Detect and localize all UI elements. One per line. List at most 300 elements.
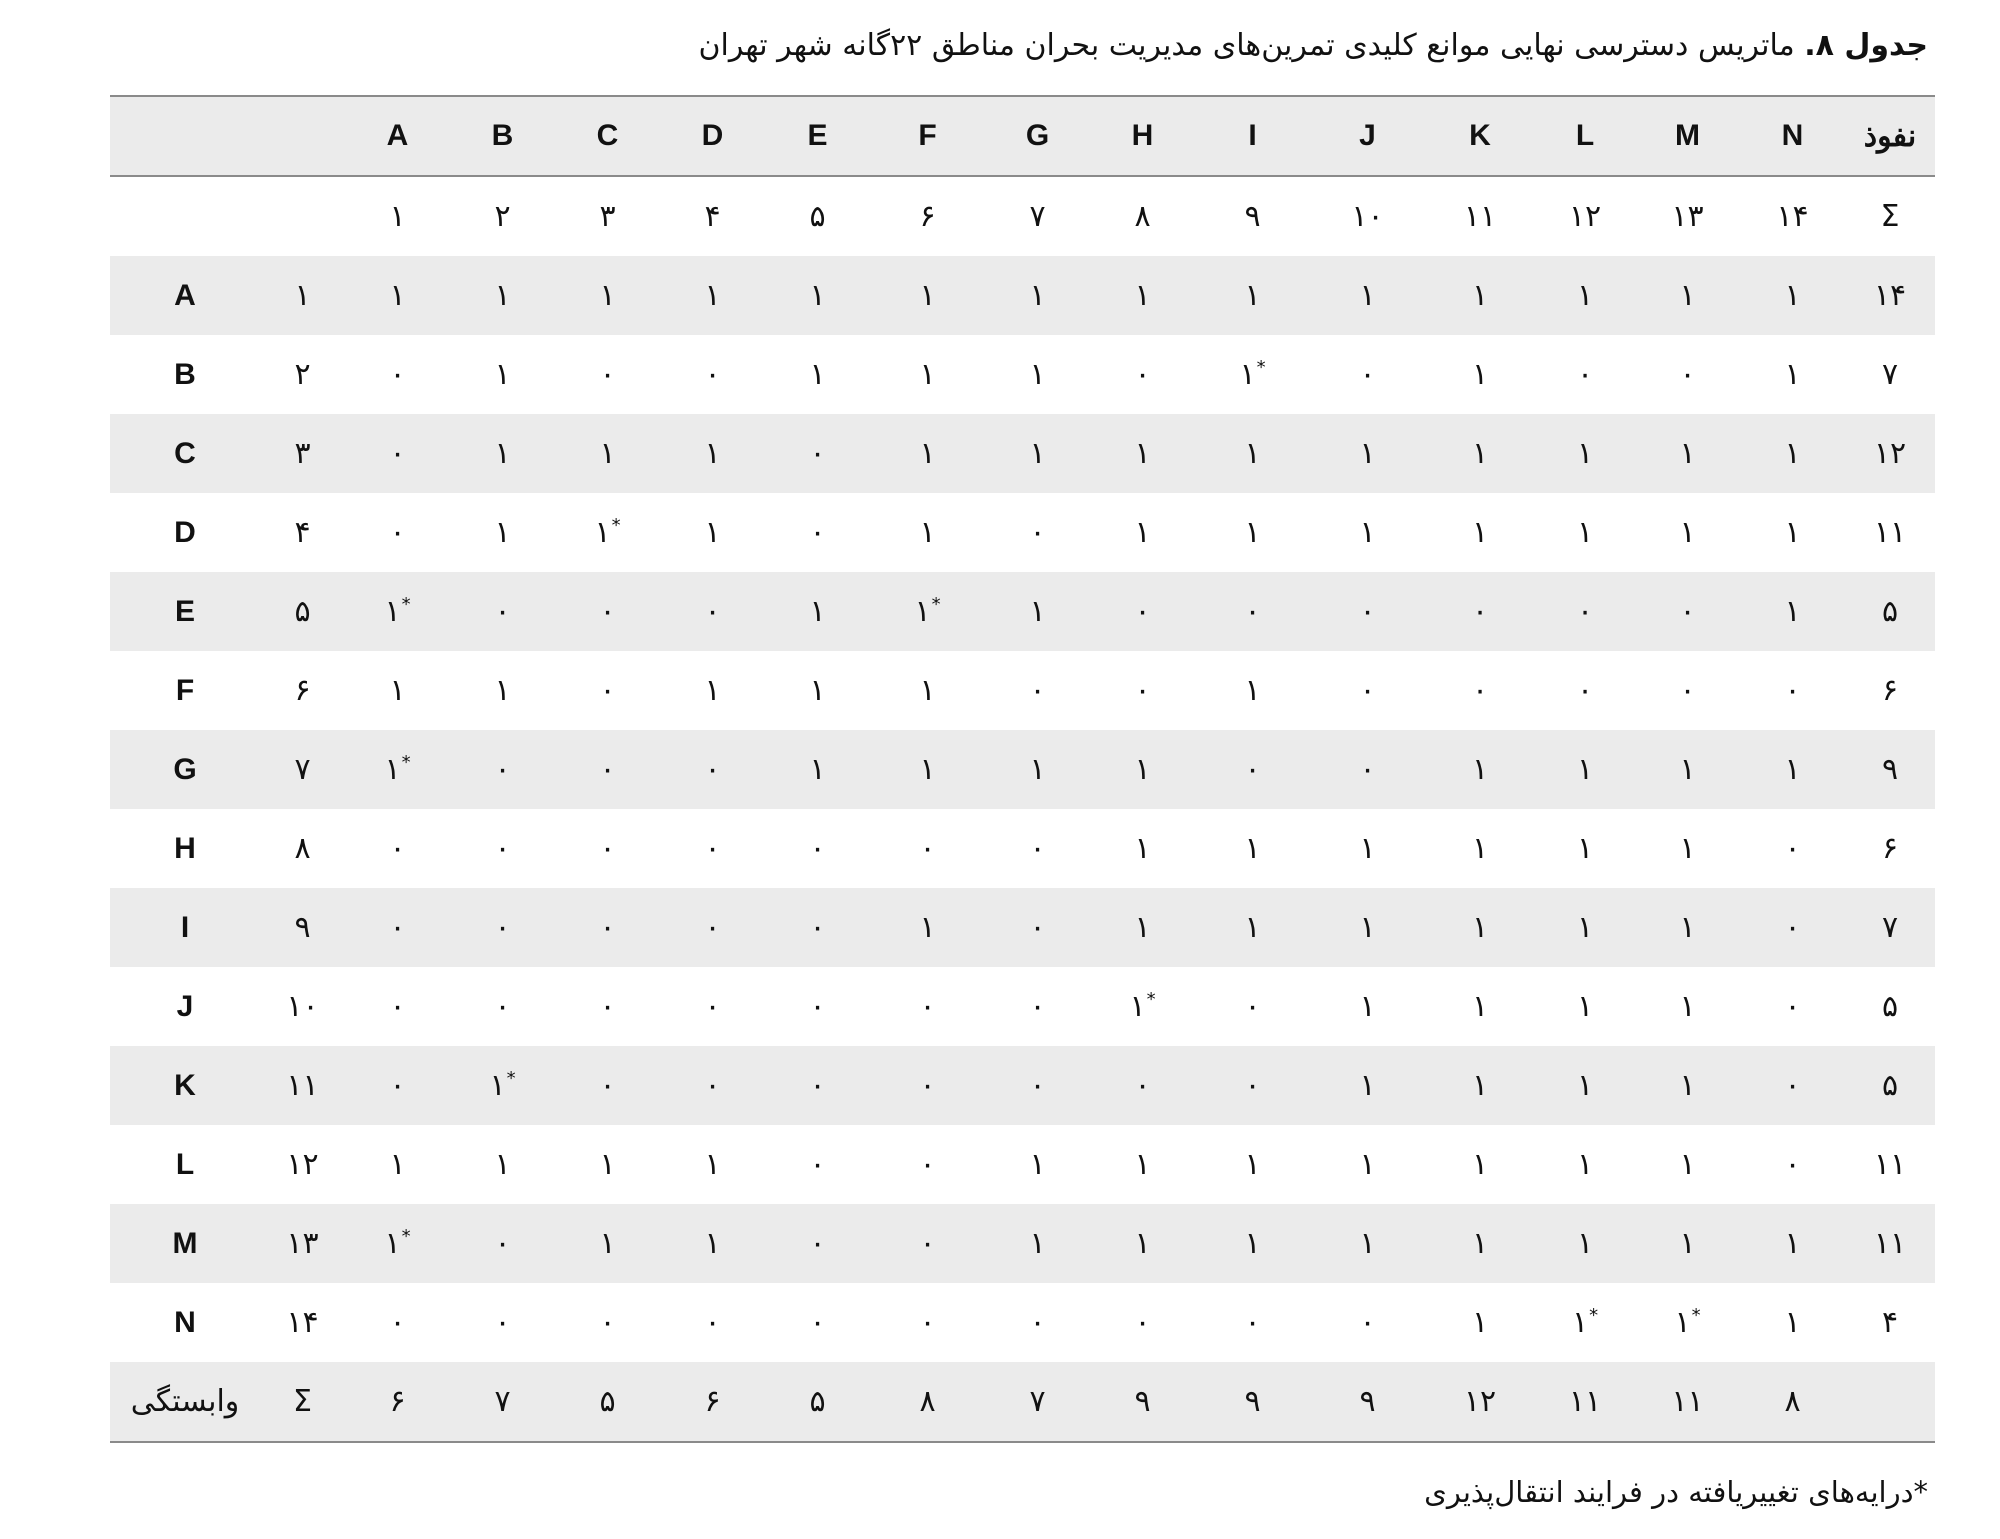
matrix-cell: ۰ [345, 1046, 450, 1125]
matrix-cell: ۰ [599, 1305, 616, 1340]
matrix-cell: ۰ [765, 1046, 870, 1125]
changed-entry-marker: * [506, 1068, 516, 1089]
row-number-label: ۴ [294, 515, 311, 550]
matrix-cell: ۱ [555, 1204, 660, 1283]
matrix-cell: ۰ [450, 572, 555, 651]
matrix-cell: ۱ [389, 673, 406, 708]
matrix-cell: ۰ [1029, 831, 1046, 866]
matrix-cell: ۰ [919, 1147, 936, 1182]
matrix-cell: ۱ [1740, 256, 1845, 335]
matrix-cell: ۰ [389, 357, 406, 392]
matrix-cell: ۱ [345, 256, 450, 335]
matrix-cell: ۰ [809, 831, 826, 866]
row-letter-label: K [110, 1046, 260, 1125]
table-footnote: *درایه‌های تغییریافته در فرایند انتقال‌پذیری [1424, 1475, 1928, 1509]
col-letter-header: G [985, 96, 1090, 176]
matrix-cell: ۱ [1740, 572, 1845, 651]
matrix-cell: ۰ [1784, 1147, 1801, 1182]
matrix-cell: ۱ [1679, 1147, 1696, 1182]
matrix-cell: ۰ [1029, 989, 1046, 1024]
matrix-cell: ۰ [985, 888, 1090, 967]
col-number-header: ۴ [704, 199, 721, 234]
matrix-cell: ۱ [1471, 831, 1489, 866]
col-number-header: ۱۳ [1671, 199, 1704, 234]
col-number-header: ۵ [809, 199, 826, 234]
matrix-cell: ۱ [1244, 1147, 1261, 1182]
matrix-cell: ۱ [1576, 989, 1594, 1024]
matrix-cell: ۱ [809, 357, 826, 392]
matrix-cell: ۱ [1635, 414, 1740, 493]
matrix-cell: ۰ [870, 1046, 985, 1125]
matrix-cell: ۰ [1029, 515, 1046, 550]
row-number-label: ۱ [260, 256, 345, 335]
matrix-cell: ۰ [494, 989, 511, 1024]
row-letter-label: D [174, 515, 196, 549]
matrix-cell: ۱ [1535, 414, 1635, 493]
matrix-cell: ۰ [1784, 989, 1801, 1024]
col-letter-header: L [1535, 96, 1635, 176]
matrix-cell: ۰ [450, 888, 555, 967]
row-number-label: ۱۳ [260, 1204, 345, 1283]
matrix-cell: ۰ [1195, 730, 1310, 809]
matrix-cell: ۰ [870, 1204, 985, 1283]
matrix-cell: ۱* [450, 1046, 555, 1125]
changed-entry-marker: * [401, 594, 411, 615]
matrix-cell: ۰ [765, 1204, 870, 1283]
matrix-cell: ۰ [599, 357, 616, 392]
matrix-cell: ۰ [765, 888, 870, 967]
matrix-cell: ۱ [1195, 1204, 1310, 1283]
matrix-cell: ۱ [1310, 888, 1425, 967]
matrix-cell: ۱ [1740, 414, 1845, 493]
matrix-cell: ۱* [345, 572, 450, 651]
col-number-header: ۱۲ [1568, 199, 1602, 234]
influence-sum-cell: ۵ [1845, 572, 1935, 651]
matrix-cell: ۱ [1425, 1046, 1535, 1125]
matrix-cell: ۱ [494, 515, 511, 550]
matrix-cell: ۱ [985, 1204, 1090, 1283]
empty-cell [1845, 1362, 1935, 1442]
matrix-cell: ۱ [494, 357, 511, 392]
matrix-cell: ۰ [660, 1046, 765, 1125]
matrix-cell: ۰ [1310, 572, 1425, 651]
matrix-cell: ۱ [1784, 357, 1801, 392]
matrix-cell: ۰ [1134, 357, 1151, 392]
changed-entry-marker: * [611, 515, 621, 536]
matrix-cell: ۰ [555, 888, 660, 967]
matrix-cell: ۱* [1129, 989, 1156, 1024]
matrix-cell: ۰ [1576, 673, 1594, 708]
matrix-cell: ۱ [1784, 1305, 1801, 1340]
matrix-cell: ۰ [1029, 673, 1046, 708]
matrix-cell: ۰ [599, 989, 616, 1024]
matrix-cell: ۱ [1425, 1204, 1535, 1283]
matrix-cell: ۱ [765, 730, 870, 809]
matrix-cell: ۱ [765, 256, 870, 335]
matrix-cell: ۰ [1310, 730, 1425, 809]
matrix-cell: ۰ [1535, 572, 1635, 651]
matrix-cell: ۱ [1740, 730, 1845, 809]
matrix-cell: ۱ [1359, 1147, 1376, 1182]
matrix-cell: ۰ [704, 357, 721, 392]
col-letter-header: M [1635, 96, 1740, 176]
table-row [110, 256, 1935, 335]
matrix-cell: ۰ [599, 831, 616, 866]
row-number-label: ۱۰ [286, 989, 319, 1024]
col-letter-header: H [1090, 96, 1195, 176]
matrix-cell: ۰ [704, 1305, 721, 1340]
table-row [110, 730, 1935, 809]
table-row [110, 967, 1935, 1046]
matrix-cell: ۱ [870, 730, 985, 809]
matrix-cell: ۰ [1359, 1305, 1376, 1340]
matrix-cell: ۱ [1310, 256, 1425, 335]
matrix-cell: ۰ [494, 1305, 511, 1340]
matrix-cell: ۱ [1359, 989, 1376, 1024]
sigma-symbol: Σ [260, 1362, 345, 1442]
matrix-cell: ۱ [870, 256, 985, 335]
matrix-cell: ۱ [1134, 1147, 1151, 1182]
changed-entry-marker: * [1146, 989, 1156, 1010]
matrix-cell: ۱ [985, 572, 1090, 651]
influence-sum-cell: ۶ [1881, 831, 1899, 866]
influence-sum-cell: ۴ [1881, 1305, 1899, 1340]
table-row [110, 1204, 1935, 1283]
matrix-cell: ۰ [704, 989, 721, 1024]
matrix-cell: ۱ [704, 1147, 721, 1182]
col-number-header: ۹ [1244, 199, 1261, 234]
matrix-cell: ۱* [1674, 1305, 1701, 1340]
matrix-cell: ۱ [1090, 730, 1195, 809]
col-number-header: ۱۴ [1776, 199, 1809, 234]
dependence-sum-cell: ۷ [985, 1362, 1090, 1442]
influence-sum-cell: ۱۴ [1845, 256, 1935, 335]
matrix-cell: ۰ [704, 831, 721, 866]
table-row [110, 651, 1935, 730]
table-row [110, 1283, 1935, 1362]
matrix-cell: ۰ [1784, 673, 1801, 708]
matrix-cell: ۱ [599, 1147, 616, 1182]
sigma-symbol: Σ [1880, 199, 1900, 234]
matrix-cell: ۱ [1359, 831, 1376, 866]
row-letter-label: I [110, 888, 260, 967]
matrix-cell: ۰ [389, 989, 406, 1024]
row-number-label: ۲ [294, 357, 311, 392]
matrix-cell: ۰ [1090, 572, 1195, 651]
matrix-cell: ۱* [345, 730, 450, 809]
col-number-header: ۸ [1134, 199, 1151, 234]
matrix-cell: ۱ [1195, 256, 1310, 335]
matrix-cell: ۱ [809, 673, 826, 708]
col-number-header: ۱۱ [1463, 199, 1497, 234]
matrix-cell: ۰ [919, 989, 936, 1024]
changed-entry-marker: * [401, 1226, 411, 1247]
matrix-cell: ۱ [919, 673, 936, 708]
influence-sum-cell: ۶ [1881, 673, 1899, 708]
matrix-cell: ۱ [1425, 888, 1535, 967]
col-letter-header: F [870, 96, 985, 176]
matrix-cell: ۱ [1134, 831, 1151, 866]
matrix-cell: ۰ [1784, 831, 1801, 866]
column-number-header-row [110, 176, 1935, 256]
matrix-cell: ۱ [660, 256, 765, 335]
influence-sum-cell: ۵ [1881, 989, 1899, 1024]
matrix-body [110, 96, 1935, 1442]
row-letter-label: F [175, 673, 195, 707]
matrix-cell: ۰ [1740, 888, 1845, 967]
matrix-cell: ۰ [450, 730, 555, 809]
col-letter-header: D [660, 96, 765, 176]
dependence-label: وابستگی [110, 1362, 260, 1442]
matrix-cell: ۱ [765, 572, 870, 651]
matrix-cell: ۱ [1029, 1147, 1046, 1182]
matrix-cell: ۰ [1134, 673, 1151, 708]
matrix-cell: ۱ [1425, 414, 1535, 493]
matrix-cell: ۱ [1576, 515, 1594, 550]
matrix-cell: ۰ [1134, 1305, 1151, 1340]
changed-entry-marker: * [1691, 1305, 1701, 1326]
matrix-cell: ۱ [555, 256, 660, 335]
matrix-cell: ۰ [1195, 572, 1310, 651]
matrix-cell: ۰ [1679, 673, 1696, 708]
matrix-cell: ۰ [389, 515, 406, 550]
matrix-cell: ۱ [1535, 730, 1635, 809]
matrix-cell: ۱* [1239, 357, 1266, 392]
matrix-cell: ۱ [1134, 515, 1151, 550]
row-letter-label: N [174, 1305, 196, 1339]
row-number-label: ۵ [260, 572, 345, 651]
changed-entry-marker: * [401, 752, 411, 773]
matrix-cell: ۰ [1244, 989, 1261, 1024]
dependence-sum-cell: ۹ [1090, 1362, 1195, 1442]
row-number-label: ۱۱ [260, 1046, 345, 1125]
header-empty-cell [260, 96, 345, 176]
matrix-cell: ۰ [1425, 572, 1535, 651]
column-letter-header-row [110, 96, 1935, 176]
row-number-label: ۸ [294, 831, 311, 866]
matrix-cell: ۱ [1244, 515, 1261, 550]
matrix-cell: ۱ [985, 730, 1090, 809]
matrix-cell: ۱ [450, 256, 555, 335]
dependence-sum-cell: ۶ [345, 1362, 450, 1442]
matrix-cell: ۱ [1535, 1046, 1635, 1125]
matrix-cell: ۰ [1029, 1305, 1046, 1340]
matrix-cell: ۰ [1359, 673, 1376, 708]
matrix-cell: ۱ [1195, 414, 1310, 493]
row-number-label: ۷ [260, 730, 345, 809]
matrix-cell: ۱ [1029, 357, 1046, 392]
row-letter-label: E [110, 572, 260, 651]
matrix-cell: ۰ [765, 414, 870, 493]
matrix-cell: ۱ [1310, 1046, 1425, 1125]
table-row [110, 809, 1935, 888]
matrix-cell: ۱ [704, 515, 721, 550]
matrix-cell: ۰ [555, 1046, 660, 1125]
matrix-cell: ۰ [345, 414, 450, 493]
matrix-cell: ۱ [1471, 989, 1489, 1024]
table-caption [699, 28, 1928, 63]
matrix-cell: ۰ [809, 1305, 826, 1340]
matrix-cell: ۱ [1195, 888, 1310, 967]
matrix-cell: ۱ [985, 414, 1090, 493]
influence-sum-cell: ۱۱ [1873, 515, 1907, 550]
col-letter-header: J [1310, 96, 1425, 176]
dependence-sum-cell: ۱۲ [1425, 1362, 1535, 1442]
matrix-cell: ۰ [450, 1204, 555, 1283]
matrix-cell: ۱ [1090, 414, 1195, 493]
matrix-cell: ۱* [1571, 1305, 1599, 1340]
matrix-cell: ۱ [1471, 1305, 1489, 1340]
col-number-header: ۲ [494, 199, 511, 234]
matrix-cell: ۱ [1784, 515, 1801, 550]
matrix-cell: ۱ [1425, 256, 1535, 335]
matrix-cell: ۱ [1679, 989, 1696, 1024]
dependence-sum-cell: ۵ [765, 1362, 870, 1442]
dependence-sum-cell: ۷ [450, 1362, 555, 1442]
matrix-cell: ۰ [555, 730, 660, 809]
matrix-cell: ۰ [1195, 1046, 1310, 1125]
dependence-sum-cell: ۶ [660, 1362, 765, 1442]
matrix-cell: ۰ [389, 1305, 406, 1340]
matrix-cell: ۱ [1425, 730, 1535, 809]
matrix-cell: ۰ [555, 572, 660, 651]
row-number-label: ۱۲ [286, 1147, 319, 1182]
influence-header: نفوذ [1845, 96, 1935, 176]
matrix-cell: ۱ [1635, 256, 1740, 335]
matrix-cell: ۰ [1471, 673, 1489, 708]
matrix-cell: ۱ [919, 515, 936, 550]
matrix-cell: ۰ [1635, 572, 1740, 651]
dependence-sum-cell: ۹ [1310, 1362, 1425, 1442]
col-letter-header: A [345, 96, 450, 176]
matrix-cell: ۱ [660, 414, 765, 493]
matrix-cell: ۱* [594, 515, 621, 550]
caption-label: جدول ۸. [1804, 28, 1928, 63]
matrix-cell: ۰ [494, 831, 511, 866]
matrix-cell: ۰ [1090, 1046, 1195, 1125]
dependence-sum-row [110, 1362, 1935, 1442]
col-letter-header: C [555, 96, 660, 176]
matrix-cell: ۱ [1471, 515, 1489, 550]
matrix-cell: ۱ [1310, 1204, 1425, 1283]
matrix-cell: ۱ [1359, 515, 1376, 550]
matrix-cell: ۱ [494, 1147, 511, 1182]
influence-sum-cell: ۹ [1845, 730, 1935, 809]
row-letter-label: H [174, 831, 196, 865]
matrix-cell: ۱ [1635, 888, 1740, 967]
row-letter-label: G [110, 730, 260, 809]
table-row [110, 414, 1935, 493]
matrix-cell: ۱ [1635, 730, 1740, 809]
matrix-cell: ۰ [809, 515, 826, 550]
matrix-cell: ۱ [1679, 831, 1696, 866]
matrix-cell: ۰ [919, 1305, 936, 1340]
matrix-cell: ۰ [1679, 357, 1696, 392]
matrix-cell: ۱ [1576, 1147, 1594, 1182]
changed-entry-marker: * [1589, 1305, 1599, 1326]
dependence-sum-cell: ۱۱ [1635, 1362, 1740, 1442]
table-row [110, 572, 1935, 651]
influence-sum-cell: ۱۱ [1845, 1204, 1935, 1283]
matrix-cell: ۱ [660, 1204, 765, 1283]
row-number-label: ۹ [260, 888, 345, 967]
matrix-cell: ۱ [1090, 256, 1195, 335]
matrix-cell: ۰ [1359, 357, 1376, 392]
col-letter-header: I [1195, 96, 1310, 176]
matrix-cell: ۱ [1635, 1046, 1740, 1125]
table-row [110, 493, 1935, 572]
influence-sum-cell: ۵ [1845, 1046, 1935, 1125]
matrix-cell: ۱ [450, 414, 555, 493]
matrix-cell: ۱* [345, 1204, 450, 1283]
matrix-cell: ۱ [1740, 1204, 1845, 1283]
matrix-cell: ۰ [919, 831, 936, 866]
matrix-cell: ۰ [809, 989, 826, 1024]
caption-text: ماتریس دسترسی نهایی موانع کلیدی تمرین‌های مدیریت بحران مناطق ۲۲گانه شهر تهران [698, 28, 1805, 63]
matrix-cell: ۱ [870, 888, 985, 967]
col-letter-header: B [450, 96, 555, 176]
influence-sum-cell: ۷ [1845, 888, 1935, 967]
col-number-header: ۳ [599, 199, 616, 234]
matrix-cell: ۱ [1635, 1204, 1740, 1283]
dependence-sum-cell: ۱۱ [1535, 1362, 1635, 1442]
matrix-cell: ۱ [1535, 1204, 1635, 1283]
col-number-header: ۶ [919, 199, 936, 234]
matrix-cell: ۰ [809, 1147, 826, 1182]
dependence-sum-cell: ۸ [1740, 1362, 1845, 1442]
row-letter-label: B [174, 357, 196, 391]
matrix-cell: ۱ [1244, 673, 1261, 708]
matrix-cell: ۱ [1471, 1147, 1489, 1182]
dependence-sum-cell: ۹ [1195, 1362, 1310, 1442]
influence-sum-cell: ۱۲ [1845, 414, 1935, 493]
matrix-cell: ۱ [985, 256, 1090, 335]
col-letter-header: N [1740, 96, 1845, 176]
matrix-cell: ۱ [1244, 831, 1261, 866]
table-row [110, 888, 1935, 967]
matrix-cell: ۱ [1310, 414, 1425, 493]
matrix-cell: ۱ [1576, 831, 1594, 866]
table-row [110, 1046, 1935, 1125]
matrix-cell: ۰ [1576, 357, 1594, 392]
matrix-cell: ۰ [1740, 1046, 1845, 1125]
col-number-header: ۷ [1029, 199, 1046, 234]
matrix-cell: ۱ [555, 414, 660, 493]
row-letter-label: A [110, 256, 260, 335]
row-number-label: ۶ [294, 673, 311, 708]
table-row [110, 335, 1935, 414]
matrix-cell: ۱ [389, 1147, 406, 1182]
header-empty-cell [110, 96, 260, 176]
header-empty-cell [260, 176, 345, 256]
matrix-cell: ۰ [345, 888, 450, 967]
changed-entry-marker: * [931, 594, 941, 615]
row-letter-label: C [110, 414, 260, 493]
matrix-cell: ۱ [870, 414, 985, 493]
changed-entry-marker: * [1256, 357, 1266, 378]
row-letter-label: M [110, 1204, 260, 1283]
matrix-cell: ۱ [1471, 357, 1489, 392]
matrix-cell: ۰ [660, 572, 765, 651]
col-letter-header: K [1425, 96, 1535, 176]
row-number-label: ۱۴ [286, 1305, 319, 1340]
matrix-cell: ۱ [1535, 256, 1635, 335]
matrix-cell: ۰ [660, 730, 765, 809]
matrix-cell: ۰ [599, 673, 616, 708]
matrix-cell: ۱* [870, 572, 985, 651]
matrix-cell: ۱ [1535, 888, 1635, 967]
matrix-cell: ۰ [660, 888, 765, 967]
